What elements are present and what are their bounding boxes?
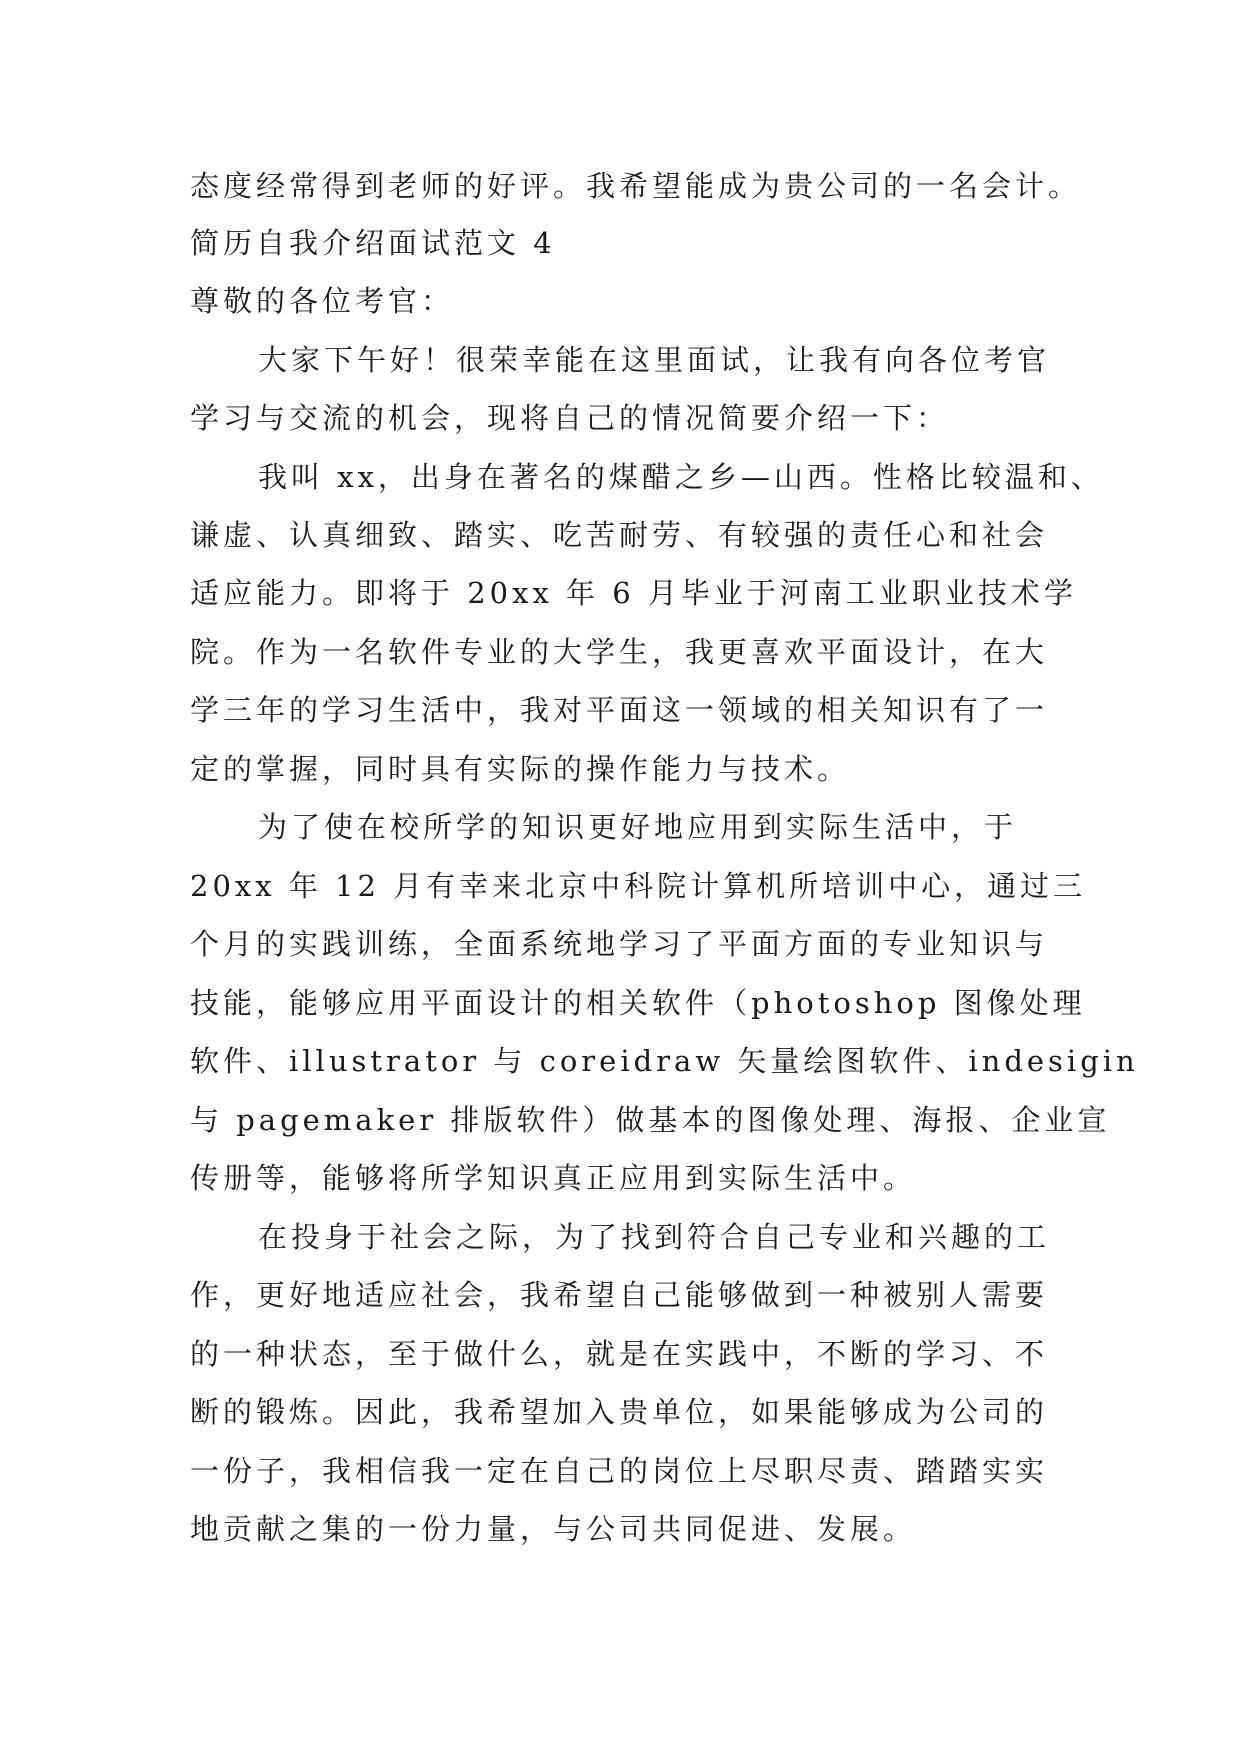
paragraph-line: 学习与交流的机会，现将自己的情况简要介绍一下： bbox=[190, 401, 950, 435]
paragraph-line: 软件、illustrator 与 coreidraw 矢量绘图软件、indesigin bbox=[190, 1044, 1139, 1078]
paragraph-line: 技能，能够应用平面设计的相关软件（photoshop 图像处理 bbox=[190, 986, 1086, 1020]
paragraph-line: 我叫 xx，出身在著名的煤醋之乡—山西。性格比较温和、 bbox=[258, 460, 1104, 494]
paragraph-line: 学三年的学习生活中，我对平面这一领域的相关知识有了一 bbox=[190, 693, 1049, 727]
paragraph-line: 与 pagemaker 排版软件）做基本的图像处理、海报、企业宣 bbox=[190, 1103, 1111, 1137]
paragraph-line: 院。作为一名软件专业的大学生，我更喜欢平面设计，在大 bbox=[190, 635, 1049, 669]
paragraph-line: 为了使在校所学的知识更好地应用到实际生活中，于 bbox=[258, 810, 1018, 844]
paragraph-line: 定的掌握，同时具有实际的操作能力与技术。 bbox=[190, 752, 851, 786]
paragraph-line: 20xx 年 12 月有幸来北京中科院计算机所培训中心，通过三 bbox=[190, 869, 1087, 903]
paragraph-line: 在投身于社会之际，为了找到符合自己专业和兴趣的工 bbox=[258, 1220, 1051, 1254]
paragraph-line: 传册等，能够将所学知识真正应用到实际生活中。 bbox=[190, 1161, 917, 1195]
paragraph-line: 适应能力。即将于 20xx 年 6 月毕业于河南工业职业技术学 bbox=[190, 576, 1077, 610]
salutation: 尊敬的各位考官： bbox=[190, 284, 455, 318]
paragraph-line: 的一种状态，至于做什么，就是在实践中，不断的学习、不 bbox=[190, 1337, 1049, 1371]
paragraph-line: 谦虚、认真细致、踏实、吃苦耐劳、有较强的责任心和社会 bbox=[190, 518, 1049, 552]
paragraph-line: 态度经常得到老师的好评。我希望能成为贵公司的一名会计。 bbox=[190, 169, 1082, 203]
paragraph-line: 个月的实践训练，全面系统地学习了平面方面的专业知识与 bbox=[190, 927, 1049, 961]
section-heading: 简历自我介绍面试范文 4 bbox=[190, 226, 556, 260]
paragraph-line: 大家下午好！很荣幸能在这里面试，让我有向各位考官 bbox=[258, 343, 1051, 377]
paragraph-line: 一份子，我相信我一定在自己的岗位上尽职尽责、踏踏实实 bbox=[190, 1454, 1049, 1488]
paragraph-line: 作，更好地适应社会，我希望自己能够做到一种被别人需要 bbox=[190, 1278, 1049, 1312]
paragraph-line: 地贡献之集的一份力量，与公司共同促进、发展。 bbox=[190, 1512, 917, 1546]
paragraph-line: 断的锻炼。因此，我希望加入贵单位，如果能够成为公司的 bbox=[190, 1395, 1049, 1429]
